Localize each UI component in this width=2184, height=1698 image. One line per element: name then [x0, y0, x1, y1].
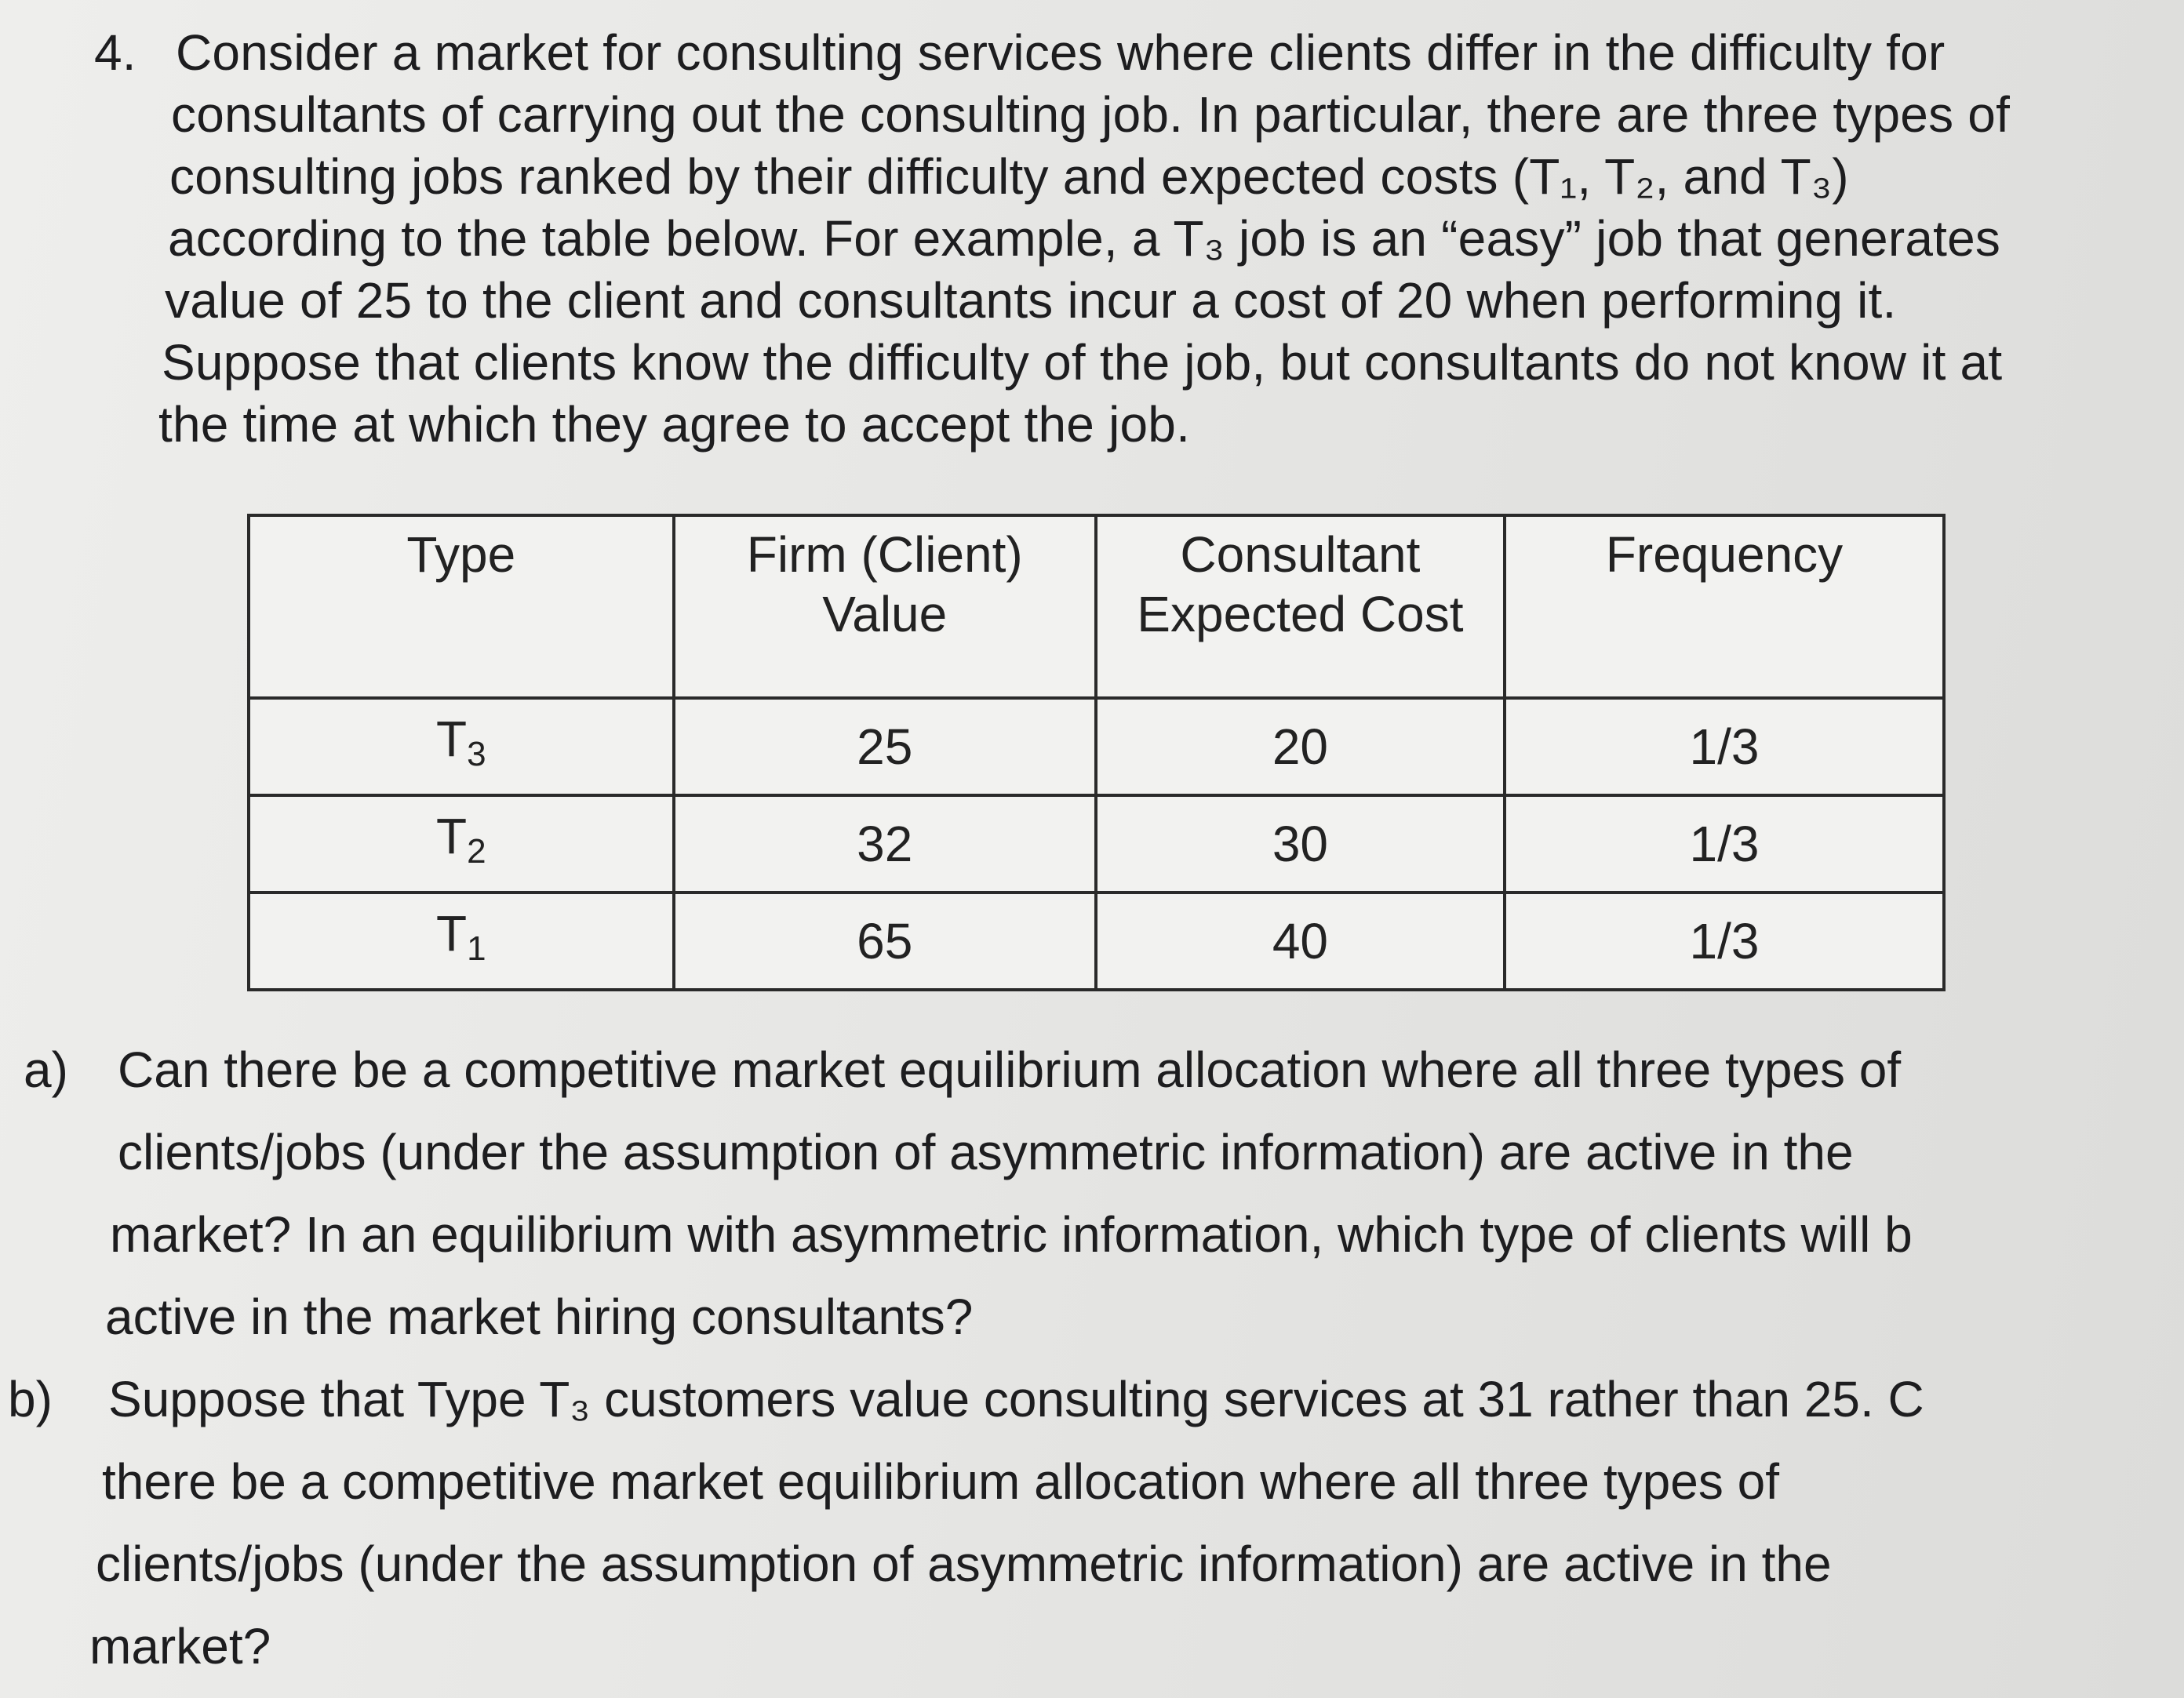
type-letter: T — [436, 808, 468, 864]
cell-value: 25 — [674, 698, 1096, 795]
type-subscript: 3 — [467, 735, 486, 773]
part-a-label: a) — [24, 1042, 68, 1098]
question-text — [158, 22, 2165, 456]
cell-type — [249, 698, 674, 795]
cell-frequency: 1/3 — [1505, 893, 1944, 990]
type-subscript: 2 — [467, 832, 486, 871]
cell-type — [249, 795, 674, 893]
header-firm-value — [674, 515, 1096, 698]
cell-type — [249, 893, 674, 990]
type-letter: T — [436, 711, 468, 767]
question-line: according to the table below. For example, a T₃ job is an “easy” job that generates — [168, 210, 2001, 267]
cell-cost: 40 — [1096, 893, 1505, 990]
table-row — [249, 795, 1944, 893]
type-subscript: 1 — [467, 929, 486, 968]
table-header-row — [249, 515, 1944, 698]
question-number: 4. — [94, 24, 136, 81]
cost-table-container — [247, 514, 1946, 973]
question-line: value of 25 to the client and consultants incur a cost of 20 when performing it. — [165, 272, 1897, 329]
cell-frequency: 1/3 — [1505, 795, 1944, 893]
part-b-label: b) — [8, 1371, 53, 1427]
header-consultant-cost-label: Consultant Expected Cost — [1137, 526, 1464, 642]
part-b-line: market? — [89, 1618, 271, 1674]
question-line: consultants of carrying out the consulting job. In particular, there are three types of — [171, 86, 2011, 143]
cell-value: 65 — [674, 893, 1096, 990]
part-a-line: Can there be a competitive market equilibrium allocation where all three types of — [118, 1042, 1902, 1098]
part-b-line: there be a competitive market equilibrium allocation where all three types of — [102, 1453, 1779, 1510]
part-a-line: market? In an equilibrium with asymmetric information, which type of clients will b — [110, 1206, 1913, 1263]
question-4 — [94, 22, 2165, 456]
header-frequency-label: Frequency — [1605, 526, 1844, 583]
header-firm-value-label: Firm (Client) Value — [746, 526, 1023, 642]
type-letter: T — [436, 905, 468, 962]
part-b — [8, 1358, 2184, 1688]
part-b-line: clients/jobs (under the assumption of asymmetric information) are active in the — [96, 1536, 1832, 1592]
part-b-line: Suppose that Type T₃ customers value consulting services at 31 rather than 25. C — [108, 1371, 1924, 1427]
cell-cost: 20 — [1096, 698, 1505, 795]
question-line: Suppose that clients know the difficulty of the job, but consultants do not know it at — [162, 334, 2003, 391]
sub-questions — [8, 1029, 2184, 1688]
cost-table — [247, 514, 1946, 991]
cell-frequency: 1/3 — [1505, 698, 1944, 795]
part-a — [8, 1029, 2184, 1358]
header-consultant-cost — [1096, 515, 1505, 698]
table-row — [249, 698, 1944, 795]
header-frequency — [1505, 515, 1944, 698]
part-a-line: clients/jobs (under the assumption of asymmetric information) are active in the — [118, 1124, 1854, 1180]
part-a-line: active in the market hiring consultants? — [105, 1289, 974, 1345]
question-block — [94, 22, 2165, 456]
table-row — [249, 893, 1944, 990]
question-line: the time at which they agree to accept the job. — [158, 396, 1191, 453]
header-type — [249, 515, 674, 698]
cell-value: 32 — [674, 795, 1096, 893]
question-line: consulting jobs ranked by their difficulty and expected costs (T₁, T₂, and T₃) — [169, 148, 1849, 205]
cell-cost: 30 — [1096, 795, 1505, 893]
header-type-label: Type — [406, 526, 516, 583]
question-line: Consider a market for consulting services where clients differ in the difficulty for — [176, 24, 1946, 81]
